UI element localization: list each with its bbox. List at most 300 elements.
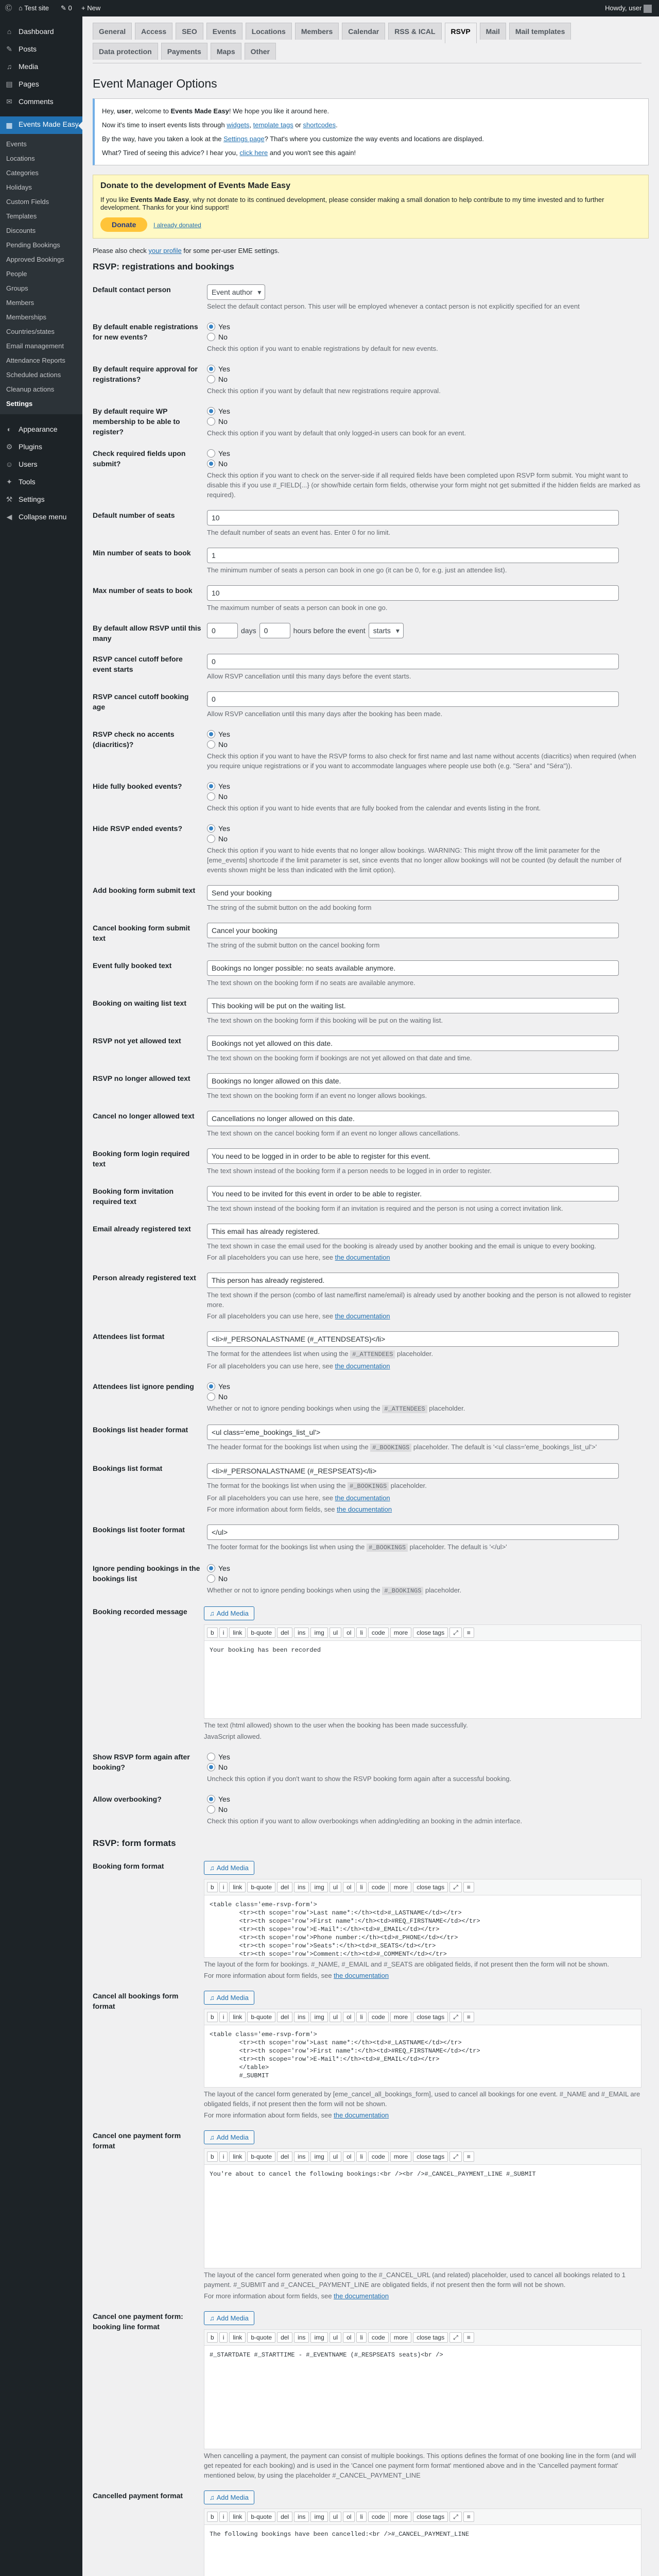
submenu-item-custom-fields[interactable]: Custom Fields (6, 198, 49, 206)
desc-text: For more information about form fields, see (204, 2111, 334, 2119)
radio-circle (207, 1382, 215, 1391)
radio-label: No (218, 792, 228, 801)
form-format-editor (204, 2509, 641, 2576)
widgets-link[interactable]: widgets (227, 121, 250, 129)
editor-button-11[interactable]: more (390, 1882, 411, 1892)
radio-yes[interactable] (207, 448, 641, 459)
radio-yes[interactable] (207, 781, 641, 791)
editor-button-1[interactable]: i (219, 2151, 228, 2162)
submenu-item-categories[interactable]: Categories (6, 169, 39, 177)
submenu-item-groups[interactable]: Groups (6, 284, 28, 292)
hours-label: hours before the event (293, 626, 366, 635)
desc-text: For all placeholders you can use here, see (207, 1362, 335, 1370)
submenu-item-locations[interactable]: Locations (6, 155, 35, 162)
add-media-button[interactable] (204, 1991, 254, 2005)
already-donated-link[interactable]: I already donated (153, 222, 201, 229)
rsvp-start-end-select[interactable]: starts ▾ (369, 623, 404, 638)
editor-button-14[interactable]: ≡ (463, 2332, 474, 2343)
setting-description: When cancelling a payment, the payment can consist of multiple bookings. This options defines the format of one booking line in the form (and will get repeated for each booking) and is used in the 'Cancel one payment form format' mentioned above and in the 'Cancelled payment format' mentioned below, by using the placeholder #_CANCEL_PAYMENT_LINE (204, 2452, 636, 2479)
editor-button-13[interactable]: ⤢ (449, 1882, 462, 1892)
radio-no[interactable] (207, 1762, 641, 1772)
submenu (0, 134, 82, 414)
setting-row (93, 543, 649, 580)
tab-data-protection[interactable]: Data protection (93, 43, 158, 60)
submenu-item-pending-bookings[interactable]: Pending Bookings (6, 241, 60, 249)
editor-button-0[interactable]: b (207, 1628, 218, 1638)
desc-text: The format for the attendees list when using the (207, 1350, 351, 1358)
settings-icon: ⚒ (6, 495, 13, 503)
placeholder-code: #_BOOKINGS (382, 1587, 423, 1595)
setting-input[interactable]: 10 (207, 510, 619, 526)
editor-button-14[interactable]: ≡ (463, 2151, 474, 2162)
submenu-item-memberships[interactable]: Memberships (6, 313, 47, 321)
submenu-item-attendance-reports[interactable]: Attendance Reports (6, 357, 65, 364)
setting-description: The maximum number of seats a person can book in one go. (207, 604, 388, 612)
editor-button-1[interactable]: i (219, 1628, 228, 1638)
setting-input[interactable]: 0 (207, 691, 619, 707)
user-account-link[interactable] (605, 0, 652, 16)
editor-button-14[interactable]: ≡ (463, 1882, 474, 1892)
settings-page-link[interactable]: Settings page (223, 135, 265, 143)
editor-button-1[interactable]: i (219, 2012, 228, 2022)
editor-button-9[interactable]: li (356, 2151, 366, 2162)
editor-button-9[interactable]: li (356, 2332, 366, 2343)
editor-button-0[interactable]: b (207, 2151, 218, 2162)
editor-button-12[interactable]: close tags (413, 1882, 448, 1892)
radio-yes[interactable] (207, 1752, 641, 1762)
editor-toolbar (204, 2330, 641, 2346)
setting-description: Check this option if you want to allow overbookings when adding/editing an booking in the admin interface. (207, 1817, 523, 1825)
setting-label: Allow overbooking? (93, 1795, 162, 1803)
editor-button-7[interactable]: ul (330, 2012, 341, 2022)
editor-button-13[interactable]: ⤢ (449, 2332, 462, 2343)
setting-row (93, 401, 649, 443)
radio-no[interactable] (207, 791, 641, 802)
radio-no[interactable] (207, 834, 641, 844)
radio-label: Yes (218, 824, 230, 833)
menu-item-collapse[interactable] (0, 508, 82, 526)
editor-button-5[interactable]: ins (294, 2332, 309, 2343)
media-icon: ♫ (210, 1994, 215, 2002)
main-content (93, 16, 649, 2576)
editor-button-5[interactable]: ins (294, 1628, 309, 1638)
editor-button-6[interactable]: img (310, 2012, 327, 2022)
setting-input[interactable]: </ul> (207, 1524, 619, 1540)
desc-text: placeholder. (389, 1482, 427, 1489)
setting-input[interactable]: This person has already registered. (207, 1273, 619, 1288)
setting-label: Cancel all bookings form format (93, 1992, 179, 2010)
setting-row (93, 993, 649, 1030)
editor-button-13[interactable]: ⤢ (449, 2151, 462, 2162)
editor-toolbar (204, 2509, 641, 2525)
menu-item-plugins[interactable] (0, 438, 82, 455)
setting-row (93, 1789, 649, 1831)
tab-other[interactable]: Other (245, 43, 276, 60)
editor-button-2[interactable]: link (229, 2012, 246, 2022)
menu-item-appearance[interactable] (0, 420, 82, 438)
setting-label: Booking form login required text (93, 1149, 190, 1168)
desc-text: The footer format for the bookings list when using the (207, 1543, 367, 1551)
setting-description (207, 1403, 641, 1414)
radio-circle (207, 1574, 215, 1583)
setting-label: Attendees list ignore pending (93, 1382, 194, 1391)
setting-label: Show RSVP form again after booking? (93, 1753, 190, 1771)
radio-yes[interactable] (207, 364, 641, 374)
setting-description (207, 1542, 641, 1553)
booking-recorded-textarea[interactable]: Your booking has been recorded (210, 1647, 321, 1654)
add-media-button[interactable] (204, 2130, 254, 2144)
radio-label: No (218, 375, 228, 383)
radio-no[interactable] (207, 1804, 641, 1815)
menu-label: Appearance (19, 425, 58, 433)
editor-button-6[interactable]: img (310, 2332, 327, 2343)
editor-button-12[interactable]: close tags (413, 1628, 448, 1638)
submenu-item-settings[interactable]: Settings (6, 400, 33, 408)
site-name-link[interactable] (19, 0, 49, 16)
editor-button-10[interactable]: code (368, 2012, 389, 2022)
radio-circle (207, 1564, 215, 1572)
add-media-button[interactable] (204, 2311, 254, 2325)
form-format-textarea[interactable]: #_STARTDATE #_STARTTIME - #_EVENTNAME (#_RESPSEATS seats)<br /> (210, 2351, 443, 2359)
editor-button-8[interactable]: ol (343, 2332, 355, 2343)
menu-item-media[interactable] (0, 58, 82, 75)
menu-item-comments[interactable] (0, 93, 82, 110)
tab-rsvp[interactable]: RSVP (445, 23, 477, 43)
setting-row (93, 880, 649, 918)
submenu-item-cleanup-actions[interactable]: Cleanup actions (6, 385, 55, 393)
editor-button-8[interactable]: ol (343, 2512, 355, 2522)
editor-button-6[interactable]: img (310, 1628, 327, 1638)
media-icon: ♫ (210, 2494, 215, 2501)
setting-row (93, 580, 649, 618)
editor-button-5[interactable]: ins (294, 2151, 309, 2162)
section-title-form-formats: RSVP: form formats (93, 1838, 176, 1848)
add-media-button[interactable]: ♫ Add Media (204, 1606, 254, 1620)
editor-button-12[interactable]: close tags (413, 2512, 448, 2522)
setting-label: Hide RSVP ended events? (93, 824, 183, 833)
setting-input[interactable]: Cancel your booking (207, 923, 619, 938)
editor-button-14[interactable]: ≡ (463, 2512, 474, 2522)
radio-yes[interactable] (207, 321, 641, 332)
menu-item-dashboard[interactable] (0, 23, 82, 40)
appearance-icon: ◐ (7, 425, 12, 433)
setting-input[interactable]: This email has already registered. (207, 1224, 619, 1239)
setting-row (93, 316, 649, 359)
comments-link[interactable] (61, 0, 72, 16)
editor-button-1[interactable]: i (219, 2512, 228, 2522)
rsvp-days-input[interactable]: 0 (207, 623, 238, 638)
radio-no[interactable] (207, 1392, 641, 1402)
setting-description: The text shown on the booking form if this booking will be put on the waiting list. (207, 1016, 443, 1024)
editor-button-14[interactable]: ≡ (463, 1628, 474, 1638)
editor-button-0[interactable]: b (207, 1882, 218, 1892)
submenu-item-members[interactable]: Members (6, 299, 34, 307)
setting-label: Max number of seats to book (93, 586, 193, 595)
desc-text: Whether or not to ignore pending bookings when using the (207, 1586, 383, 1594)
editor-button-5[interactable]: ins (294, 2512, 309, 2522)
editor-button-1[interactable]: i (219, 1882, 228, 1892)
radio-circle (207, 1763, 215, 1771)
setting-input[interactable]: 10 (207, 585, 619, 601)
radio-label: No (218, 1393, 228, 1401)
desc-text: placeholder. (395, 1350, 433, 1358)
form-format-textarea[interactable]: <table class='eme-rsvp-form'> <tr><th scope='row'>Last name*:</th><td>#_LASTNAME</td></tr> <tr><th scope='row'>First name*:</th><td>#REQ_FIRSTNAME</td></tr> <tr><th scope='row'>E-Mail*:</th><td>#_EMAIL</td></tr> <tr><th scope='row'>Phone number:</th><td>#_PHONE</td></tr> <tr><th scope='row'>Seats*:</th><td>#_SEATS</td></tr> <tr><th scope='row'>Comment:</th><td>#_COMMENT</td></tr> (210, 1901, 480, 1957)
setting-description: Check this option if you want by default that only logged-in users can book for an event. (207, 429, 466, 437)
editor-button-2[interactable]: link (229, 2332, 246, 2343)
editor-button-12[interactable]: close tags (413, 2332, 448, 2343)
editor-button-6[interactable]: img (310, 2151, 327, 2162)
radio-circle (207, 417, 215, 426)
documentation-link[interactable]: the documentation (335, 1312, 390, 1320)
documentation-link[interactable]: the documentation (334, 2111, 389, 2119)
editor-button-0[interactable]: b (207, 2012, 218, 2022)
editor-button-10[interactable]: code (368, 2151, 389, 2162)
setting-label: RSVP cancel cutoff booking age (93, 692, 189, 711)
radio-no[interactable] (207, 1573, 641, 1584)
form-format-textarea[interactable]: You're about to cancel the following bookings:<br /><br />#_CANCEL_PAYMENT_LINE #_SUBMIT (210, 2171, 536, 2178)
shortcodes-link[interactable]: shortcodes (303, 121, 336, 129)
setting-row (93, 1267, 649, 1326)
editor-button-4[interactable]: del (277, 1882, 292, 1892)
media-icon: ♫ (6, 62, 12, 71)
editor-button-0[interactable]: b (207, 2512, 218, 2522)
editor-button-3[interactable]: b-quote (247, 2012, 275, 2022)
radio-yes[interactable] (207, 1563, 641, 1573)
setting-label: Bookings list header format (93, 1426, 188, 1434)
desc-text: The header format for the bookings list when using the (207, 1443, 371, 1451)
add-media-button[interactable] (204, 1861, 254, 1875)
radio-no[interactable] (207, 459, 641, 469)
setting-row (93, 1419, 649, 1458)
editor-button-2[interactable]: link (229, 1628, 246, 1638)
editor-button-8[interactable]: ol (343, 2151, 355, 2162)
submenu-item-approved-bookings[interactable]: Approved Bookings (6, 256, 64, 263)
submenu-item-holidays[interactable]: Holidays (6, 183, 32, 191)
add-media-button[interactable] (204, 2490, 254, 2504)
editor-button-4[interactable]: del (277, 2332, 292, 2343)
editor-button-5[interactable]: ins (294, 2012, 309, 2022)
editor-button-6[interactable]: img (310, 2512, 327, 2522)
menu-item-events-made-easy[interactable] (0, 116, 82, 134)
editor-button-7[interactable]: ul (330, 2332, 341, 2343)
editor-button-9[interactable]: li (356, 2512, 366, 2522)
dismiss-notice-link[interactable]: click here (239, 149, 268, 157)
setting-description: The text shown on the booking form if no seats are available anymore. (207, 979, 415, 987)
editor-button-12[interactable]: close tags (413, 2151, 448, 2162)
editor-button-10[interactable]: code (368, 1882, 389, 1892)
menu-item-posts[interactable] (0, 40, 82, 58)
setting-row (93, 1458, 649, 1519)
setting-label: Booking form format (93, 1862, 164, 1870)
radio-yes[interactable] (207, 406, 641, 416)
editor-button-10[interactable]: code (368, 1628, 389, 1638)
setting-input[interactable]: You need to be invited for this event in order to be able to register. (207, 1186, 619, 1201)
editor-button-13[interactable]: ⤢ (449, 2012, 462, 2022)
setting-input[interactable]: 1 (207, 548, 619, 563)
documentation-link[interactable]: the documentation (335, 1362, 390, 1370)
tab-calendar[interactable]: Calendar (342, 23, 385, 40)
wordpress-logo-icon[interactable]: Ⓒ (5, 4, 12, 12)
editor-button-0[interactable]: b (207, 2332, 218, 2343)
form-format-textarea[interactable]: <table class='eme-rsvp-form'> <tr><th scope='row'>Last name*:</th><td>#_LASTNAME</td></tr> <tr><th scope='row'>First name*:</th><td>#REQ_FIRSTNAME</td></tr> <tr><th scope='row'>E-Mail*:</th><td>#_EMAIL</td></tr> </table> #_SUBMIT (210, 2031, 480, 2079)
editor-button-10[interactable]: code (368, 2512, 389, 2522)
submenu-item-templates[interactable]: Templates (6, 212, 37, 220)
editor-toolbar (204, 2149, 641, 2165)
setting-description: The text shown instead of the booking form if an invitation is required and the person is not using a correct invitation link. (207, 1205, 563, 1212)
tab-mail-templates[interactable]: Mail templates (509, 23, 571, 40)
tab-access[interactable]: Access (135, 23, 172, 40)
editor-button-9[interactable]: li (356, 1882, 366, 1892)
submenu-item-email-management[interactable]: Email management (6, 342, 64, 350)
editor-button-3[interactable]: b-quote (247, 1882, 275, 1892)
setting-input[interactable]: 0 (207, 654, 619, 669)
radio-circle (207, 449, 215, 457)
menu-item-pages[interactable] (0, 75, 82, 93)
setting-input[interactable]: <li>#_PERSONALASTNAME (#_RESPSEATS)</li> (207, 1463, 619, 1479)
setting-row (93, 1218, 649, 1267)
setting-description: The minimum number of seats a person can book in one go (it can be 0, for e.g. just an attendee list). (207, 566, 507, 574)
submenu-item-scheduled-actions[interactable]: Scheduled actions (6, 371, 61, 379)
tab-maps[interactable]: Maps (211, 43, 241, 60)
submenu-item-countries-states[interactable]: Countries/states (6, 328, 55, 335)
editor-button-3[interactable]: b-quote (247, 2512, 275, 2522)
setting-label: Cancel one payment form: booking line format (93, 2312, 183, 2331)
editor-button-11[interactable]: more (390, 2151, 411, 2162)
editor-button-7[interactable]: ul (330, 1628, 341, 1638)
tab-seo[interactable]: SEO (176, 23, 203, 40)
editor-button-8[interactable]: ol (343, 1628, 355, 1638)
documentation-link[interactable]: the documentation (335, 1253, 390, 1261)
editor-button-14[interactable]: ≡ (463, 2012, 474, 2022)
setting-label: RSVP no longer allowed text (93, 1074, 190, 1082)
editor-button-4[interactable]: del (277, 2512, 292, 2522)
setting-input[interactable]: Bookings no longer possible: no seats available anymore. (207, 960, 619, 976)
editor-button-2[interactable]: link (229, 1882, 246, 1892)
submenu-item-discounts[interactable]: Discounts (6, 227, 36, 234)
radio-no[interactable] (207, 739, 641, 750)
editor-button-9[interactable]: li (356, 1628, 366, 1638)
editor-button-8[interactable]: ol (343, 2012, 355, 2022)
new-label: New (87, 4, 101, 12)
editor-button-3[interactable]: b-quote (247, 2151, 275, 2162)
setting-row (93, 1143, 649, 1181)
documentation-link[interactable]: the documentation (337, 1505, 392, 1513)
setting-input[interactable]: <ul class='eme_bookings_list_ul'> (207, 1425, 619, 1440)
donate-button[interactable]: Donate (100, 217, 147, 232)
contact-person-select[interactable]: Event author ▾ (207, 284, 265, 300)
menu-label: Users (19, 460, 38, 468)
setting-description: The text shown on the cancel booking form if an event no longer allows cancellations. (207, 1129, 460, 1137)
editor-button-4[interactable]: del (277, 1628, 292, 1638)
setting-input[interactable]: <li>#_PERSONALASTNAME (#_ATTENDSEATS)</li> (207, 1331, 619, 1347)
editor-button-10[interactable]: code (368, 2332, 389, 2343)
setting-description: The text shown on the booking form if an event no longer allows bookings. (207, 1092, 427, 1099)
editor-button-3[interactable]: b-quote (247, 1628, 275, 1638)
new-content-link[interactable] (81, 0, 100, 16)
radio-no[interactable] (207, 332, 641, 342)
radio-yes[interactable] (207, 823, 641, 834)
setting-input[interactable]: You need to be logged in in order to be able to register for this event. (207, 1148, 619, 1164)
radio-circle (207, 1805, 215, 1814)
radio-yes[interactable] (207, 1381, 641, 1392)
editor-button-11[interactable]: more (390, 2512, 411, 2522)
editor-button-7[interactable]: ul (330, 1882, 341, 1892)
setting-input[interactable]: Cancellations no longer allowed on this date. (207, 1111, 619, 1126)
setting-description (204, 2291, 641, 2301)
radio-yes[interactable] (207, 729, 641, 739)
setting-row (93, 1558, 649, 1601)
setting-input[interactable]: Send your booking (207, 885, 619, 901)
tab-mail[interactable]: Mail (480, 23, 506, 40)
menu-item-tools[interactable] (0, 473, 82, 490)
editor-button-5[interactable]: ins (294, 1882, 309, 1892)
form-format-textarea[interactable]: The following bookings have been cancelled:<br />#_CANCEL_PAYMENT_LINE (210, 2531, 470, 2538)
template-tags-link[interactable]: template tags (253, 121, 293, 129)
tab-general[interactable]: General (93, 23, 132, 40)
editor-button-12[interactable]: close tags (413, 2012, 448, 2022)
menu-item-users[interactable] (0, 455, 82, 473)
editor-button-3[interactable]: b-quote (247, 2332, 275, 2343)
menu-item-settings[interactable] (0, 490, 82, 508)
rsvp-hours-input[interactable]: 0 (259, 623, 290, 638)
editor-button-7[interactable]: ul (330, 2512, 341, 2522)
placeholder-code: #_BOOKINGS (370, 1444, 411, 1452)
tab-members[interactable]: Members (295, 23, 339, 40)
admin-menu (0, 16, 82, 2576)
submenu-item-events[interactable]: Events (6, 140, 27, 148)
editor-button-11[interactable]: more (390, 2012, 411, 2022)
editor-button-1[interactable]: i (219, 2332, 228, 2343)
editor-button-9[interactable]: li (356, 2012, 366, 2022)
editor-button-2[interactable]: link (229, 2512, 246, 2522)
setting-input[interactable]: This booking will be put on the waiting list. (207, 998, 619, 1013)
tab-locations[interactable]: Locations (246, 23, 292, 40)
radio-circle (207, 460, 215, 468)
editor-button-7[interactable]: ul (330, 2151, 341, 2162)
radio-no[interactable] (207, 374, 641, 384)
add-media-label: Add Media (216, 2494, 249, 2501)
add-media-label: Add Media (216, 2314, 249, 2322)
editor-button-11[interactable]: more (390, 2332, 411, 2343)
tab-rss-ical[interactable]: RSS & ICAL (388, 23, 441, 40)
editor-button-6[interactable]: img (310, 1882, 327, 1892)
editor-button-11[interactable]: more (390, 1628, 411, 1638)
placeholder-code: #_BOOKINGS (348, 1482, 389, 1490)
documentation-link[interactable]: the documentation (334, 1972, 389, 1979)
setting-input[interactable]: Bookings not yet allowed on this date. (207, 1036, 619, 1051)
documentation-link[interactable]: the documentation (334, 2292, 389, 2300)
page-title: Event Manager Options (93, 77, 217, 90)
editor-button-4[interactable]: del (277, 2151, 292, 2162)
submenu-item-people[interactable]: People (6, 270, 27, 278)
setting-input[interactable]: Bookings no longer allowed on this date. (207, 1073, 619, 1089)
radio-yes[interactable] (207, 1794, 641, 1804)
setting-label: Booking on waiting list text (93, 999, 186, 1007)
editor-button-2[interactable]: link (229, 2151, 246, 2162)
users-icon: ☺ (5, 460, 13, 468)
radio-no[interactable] (207, 416, 641, 427)
comments-icon: ✉ (6, 97, 12, 106)
setting-label: Cancel booking form submit text (93, 924, 190, 942)
documentation-link[interactable]: the documentation (335, 1494, 390, 1502)
editor-button-4[interactable]: del (277, 2012, 292, 2022)
editor-button-8[interactable]: ol (343, 1882, 355, 1892)
your-profile-link[interactable]: your profile (148, 247, 182, 255)
editor-button-13[interactable]: ⤢ (449, 2512, 462, 2522)
tab-events[interactable]: Events (206, 23, 242, 40)
editor-button-13[interactable]: ⤢ (449, 1628, 462, 1638)
tab-payments[interactable]: Payments (161, 43, 207, 60)
